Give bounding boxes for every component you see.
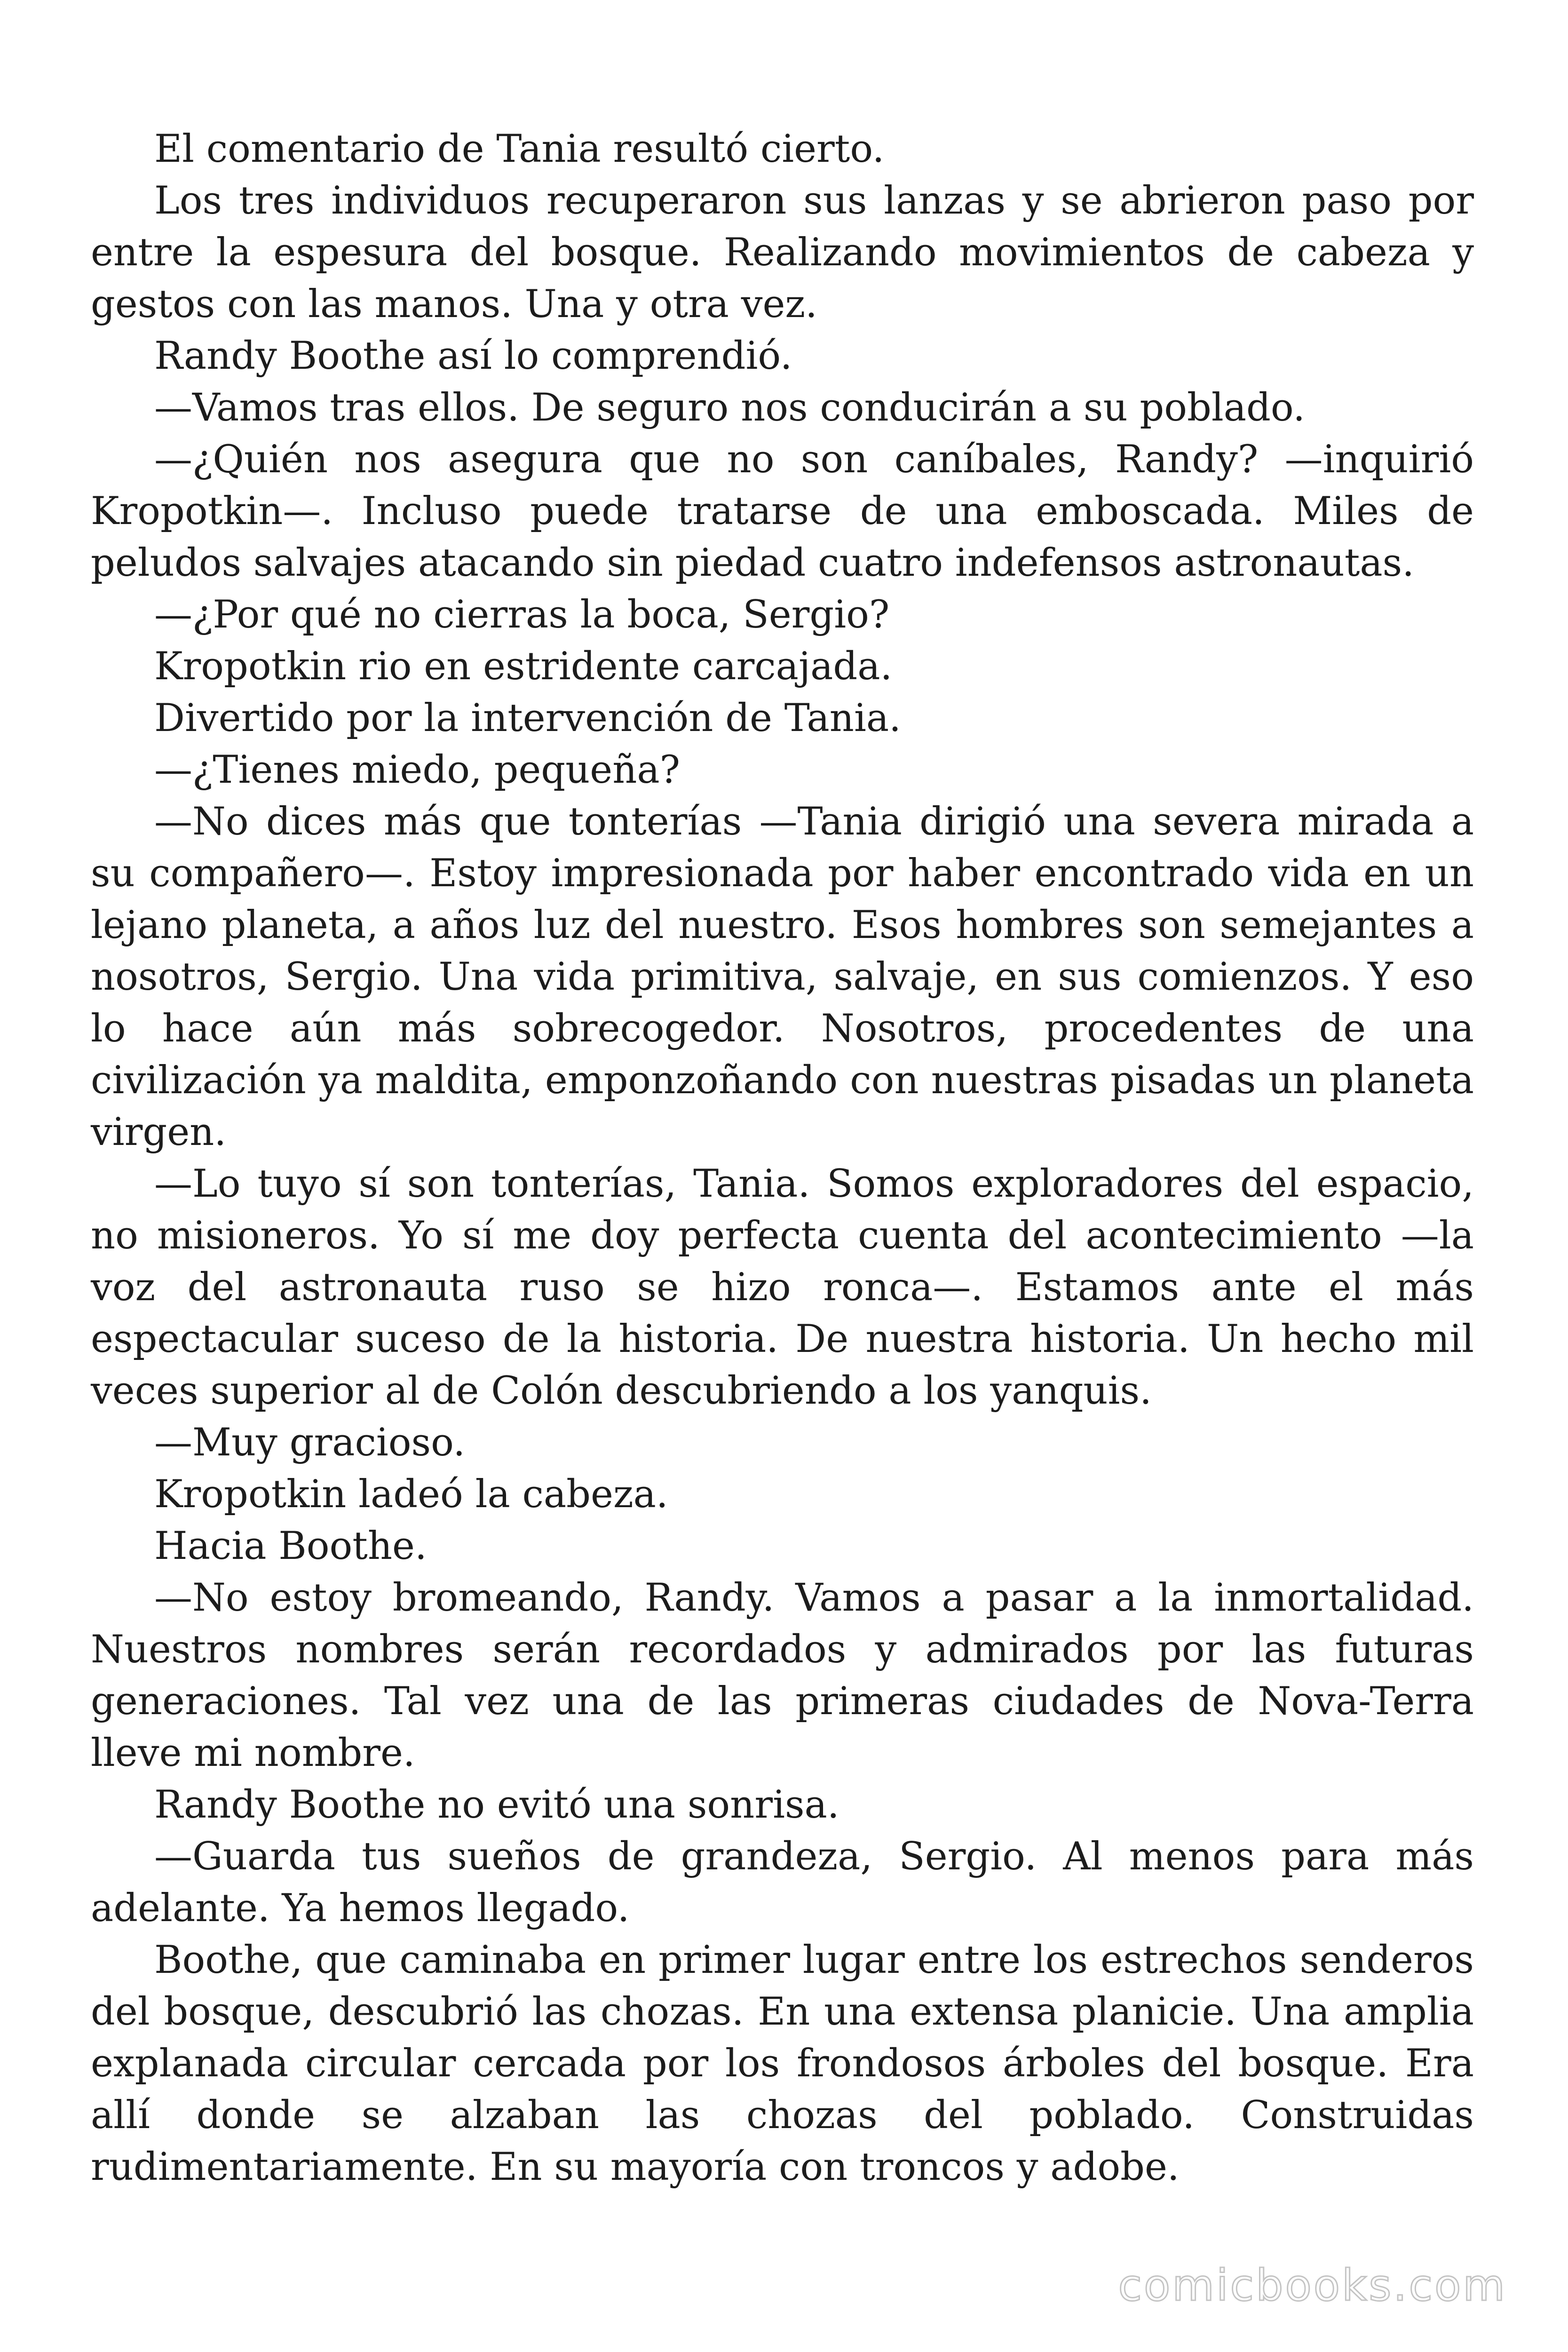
paragraph: Randy Boothe no evitó una sonrisa. [154,1783,839,1827]
paragraph: —Vamos tras ellos. De seguro nos conducirán a su poblado. [154,386,1305,430]
paragraph: Boothe, que caminaba en primer lugar entre los estrechos senderos del bosque, descubrió las chozas. En una extensa planicie. Una amplia explanada circular cercada por los frondosos árboles del bosque. Era allí donde se alzaban las chozas del poblado. Construidas rudimentariamente. En su mayoría con troncos y adobe. [91,1938,1474,2189]
paragraph: Kropotkin ladeó la cabeza. [154,1472,668,1517]
paragraph: Kropotkin rio en estridente carcajada. [154,644,893,689]
paragraph: —No estoy bromeando, Randy. Vamos a pasar a la inmortalidad. Nuestros nombres serán recordados y admirados por las futuras generaciones. Tal vez una de las primeras ciudades de Nova-Terra lleve mi nombre. [91,1576,1474,1775]
paragraph: Randy Boothe así lo comprendió. [154,334,792,378]
paragraph: Hacia Boothe. [154,1524,427,1568]
paragraph: —Lo tuyo sí son tonterías, Tania. Somos exploradores del espacio, no misioneros. Yo sí me doy perfecta cuenta del acontecimiento —la voz del astronauta ruso se hizo ronca—. Estamos ante el más espectacular suceso de la historia. De nuestra historia. Un hecho mil veces superior al de Colón descubriendo a los yanquis. [91,1162,1474,1413]
paragraph: —Muy gracioso. [154,1421,466,1465]
page-text [91,123,1474,2193]
paragraph: El comentario de Tania resultó cierto. [154,127,885,171]
paragraph: —¿Tienes miedo, pequeña? [154,748,681,792]
paragraph: Los tres individuos recuperaron sus lanzas y se abrieron paso por entre la espesura del bosque. Realizando movimientos de cabeza y gestos con las manos. Una y otra vez. [91,179,1474,326]
paragraph: —¿Quién nos asegura que no son caníbales, Randy? —inquirió Kropotkin—. Incluso puede tratarse de una emboscada. Miles de peludos salvajes atacando sin piedad cuatro indefensos astronautas. [91,437,1474,585]
paragraph: —Guarda tus sueños de grandeza, Sergio. Al menos para más adelante. Ya hemos llegado. [91,1835,1474,1931]
paragraph: Divertido por la intervención de Tania. [154,696,901,740]
paragraph: —¿Por qué no cierras la boca, Sergio? [154,593,890,637]
paragraph: —No dices más que tonterías —Tania dirigió una severa mirada a su compañero—. Estoy impresionada por haber encontrado vida en un lejano planeta, a años luz del nuestro. Esos hombres son semejantes a nosotros, Sergio. Una vida primitiva, salvaje, en sus comienzos. Y eso lo hace aún más sobrecogedor. Nosotros, procedentes de una civilización ya maldita, emponzoñando con nuestras pisadas un planeta virgen. [91,800,1474,1154]
watermark: comicbooks.com [1118,2260,1507,2311]
